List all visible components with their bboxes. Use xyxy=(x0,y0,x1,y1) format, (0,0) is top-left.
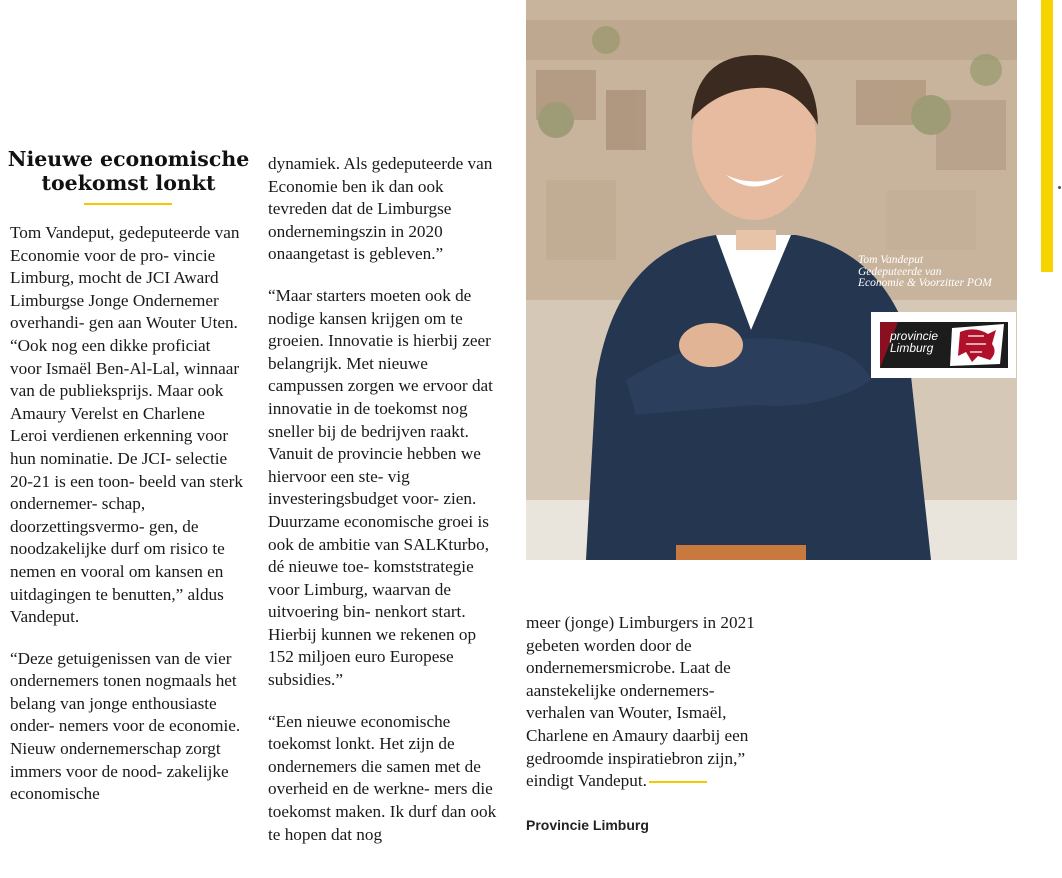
column-1-paragraph-1: Tom Vandeput, gedeputeerde van Economie voor de pro- vincie Limburg, mocht de JCI Award Limburgse Jonge Ondernemer overhandi- gen aan Wouter Uten. “Ook nog een dikke proficiat voor Ismaël Ben-Al-Lal, winnaar van de publieksprijs. Maar ook Amaury Verelst en Charlene Leroi verdienen erkenning voor hun nominatie. De JCI- selectie 20-21 is een toon- beeld van sterk ondernemer- schap, doorzettingsvermo- gen, de noodzakelijke durf om risico te nemen en vooral om kansen en uitdagingen te benutten,” aldus Vandeput. xyxy=(10,223,243,627)
article-title xyxy=(6,147,251,195)
column-2-paragraph-2: “Maar starters moeten ook de nodige kansen krijgen om te groeien. Innovatie is hierbij zeer belangrijk. Met nieuwe campussen zorgen we ervoor dat innovatie in de toekomst nog sneller bij de bedrijven raakt. Vanuit de provincie hebben we hiervoor een ste- vig investeringsbudget voor- zien. Duurzame economische groei is ook de ambitie van SALKturbo, dé nieuwe toe- komststrategie voor Limburg, waarvan de uitvoering bin- nenkort start. Hierbij kunnen we rekenen op 152 miljoen euro Europese subsidies.” xyxy=(268,285,493,690)
column-3 xyxy=(526,612,771,793)
column-2 xyxy=(268,153,506,865)
caption-name: Tom Vandeput xyxy=(858,254,924,266)
end-of-article-rule xyxy=(649,781,707,783)
column-2-paragraph-3: “Een nieuwe economische toekomst lonkt. Het zijn de ondernemers die samen met de overheid en de werkne- mers die toekomst maken. Ik durf dan ook te hopen dat nog xyxy=(268,711,497,844)
caption-role-1: Gedeputeerde van xyxy=(858,265,942,278)
logo-line-1: provincie xyxy=(890,329,939,343)
page-edge-accent-bar xyxy=(1041,0,1053,272)
column-1-paragraph-2: “Deze getuigenissen van de vier ondernemers tonen nogmaals het belang van jonge enthousiaste onder- nemers voor de economie. Nieuw ondernemerschap zorgt immers voor de nood- zakelijke economische xyxy=(10,648,241,804)
photo-caption xyxy=(858,255,1018,290)
byline: Provincie Limburg xyxy=(526,817,649,833)
column-3-paragraph xyxy=(526,612,771,793)
logo-line-2: Limburg xyxy=(890,341,934,355)
column-3-text: meer (jonge) Limburgers in 2021 gebeten worden door de ondernemersmicrobe. Laat de aanstekelijke ondernemers- verhalen van Wouter, Ismaël, Charlene en Amaury daarbij een gedroomde inspiratiebron zijn,” eindigt Vandeput. xyxy=(526,613,755,791)
column-1 xyxy=(10,222,245,825)
caption-role-2: Economie & Voorzitter POM xyxy=(858,277,992,289)
title-line-2: toekomst lonkt xyxy=(41,171,216,195)
logo-wordmark xyxy=(890,330,954,354)
page-edge-mark xyxy=(1058,186,1061,189)
title-line-1: Nieuwe economische xyxy=(7,147,250,171)
title-underline xyxy=(84,203,172,205)
column-2-paragraph-1: dynamiek. Als gedeputeerde van Economie ben ik dan ook tevreden dat de Limburgse ondernemingszin in 2020 onaangetast is gebleven.” xyxy=(268,154,493,264)
